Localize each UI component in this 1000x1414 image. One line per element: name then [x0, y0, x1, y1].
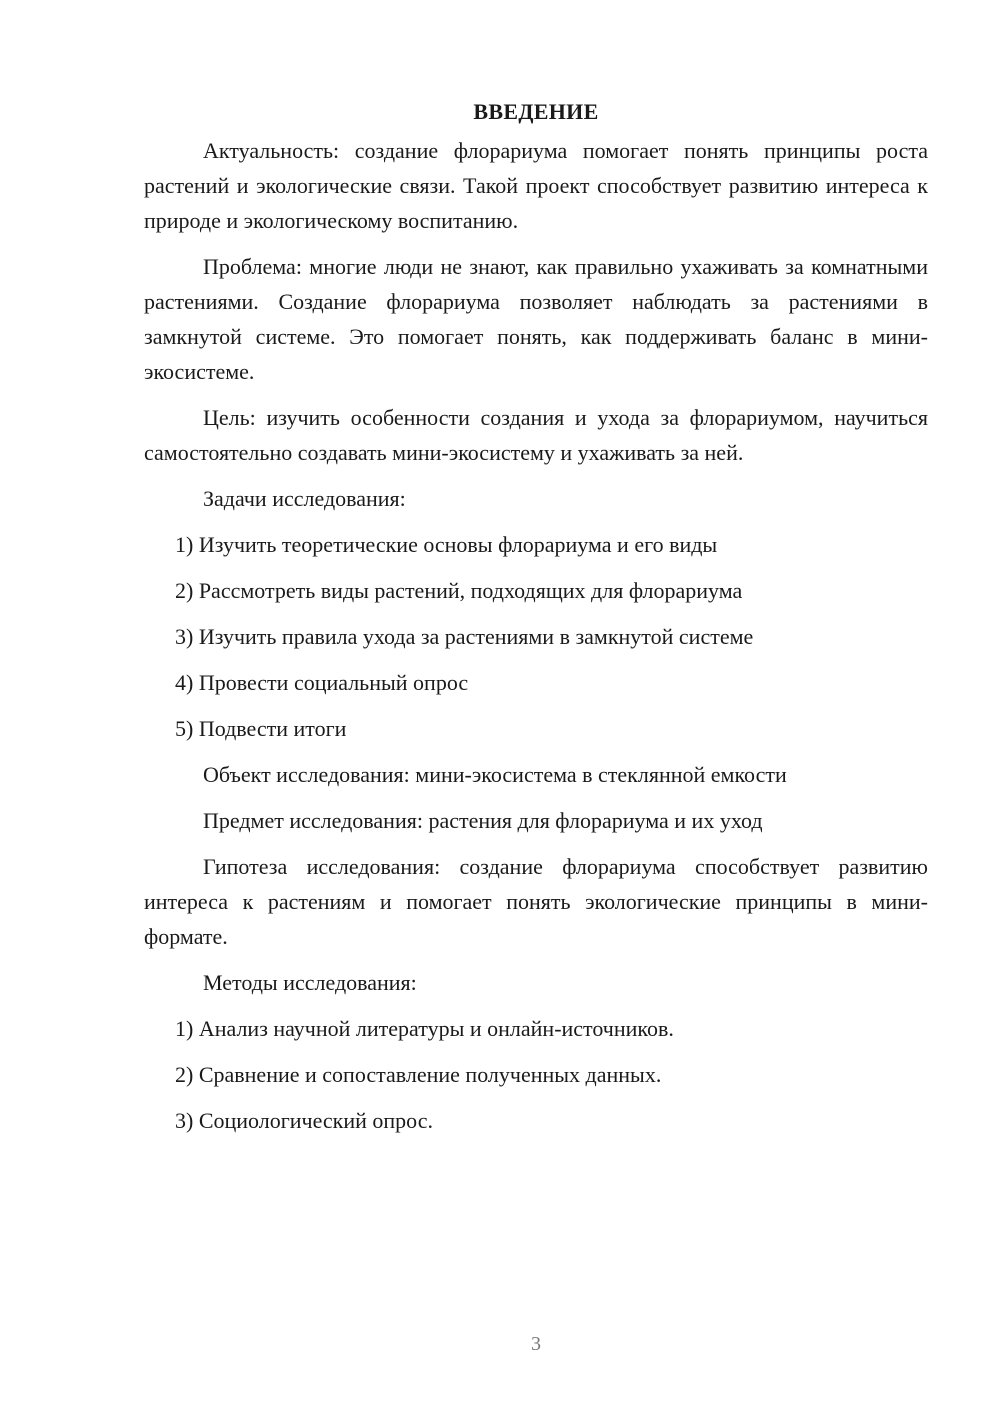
- tasks-heading: Задачи исследования:: [203, 486, 406, 511]
- goal-paragraph: Цель: изучить особенности создания и ухода за флорариумом, научиться самостоятельно создавать мини-экосистему и ухаживать за ней.: [144, 405, 928, 465]
- hypothesis-paragraph: Гипотеза исследования: создание флорариума способствует развитию интереса к растениям и помогает понять экологические принципы в мини-формате.: [144, 854, 928, 949]
- task-item: 5) Подвести итоги: [175, 716, 347, 741]
- task-item: 4) Провести социальный опрос: [175, 670, 469, 695]
- task-item: 1) Изучить теоретические основы флорариума и его виды: [175, 532, 718, 557]
- methods-list: [144, 1011, 928, 1138]
- methods-heading: Методы исследования:: [203, 970, 417, 995]
- actuality-paragraph: Актуальность: создание флорариума помогает понять принципы роста растений и экологические связи. Такой проект способствует развитию интереса к природе и экологическому воспитанию.: [144, 138, 928, 233]
- research-object: Объект исследования: мини-экосистема в стеклянной емкости: [203, 762, 787, 787]
- problem-paragraph: Проблема: многие люди не знают, как правильно ухаживать за комнатными растениями. Создание флорариума позволяет наблюдать за растениями в замкнутой системе. Это помогает понять, как поддерживать баланс в мини-экосистеме.: [144, 254, 928, 384]
- method-item: 1) Анализ научной литературы и онлайн-источников.: [175, 1016, 674, 1041]
- page-number: 3: [531, 1333, 541, 1355]
- research-subject: Предмет исследования: растения для флорариума и их уход: [203, 808, 763, 833]
- task-item: 3) Изучить правила ухода за растениями в замкнутой системе: [175, 624, 754, 649]
- method-item: 2) Сравнение и сопоставление полученных данных.: [175, 1062, 662, 1087]
- task-item: 2) Рассмотреть виды растений, подходящих для флорариума: [175, 578, 743, 603]
- method-item: 3) Социологический опрос.: [175, 1108, 433, 1133]
- page-title: ВВЕДЕНИЕ: [473, 99, 599, 124]
- tasks-list: [144, 527, 928, 746]
- page-content: [144, 94, 928, 1149]
